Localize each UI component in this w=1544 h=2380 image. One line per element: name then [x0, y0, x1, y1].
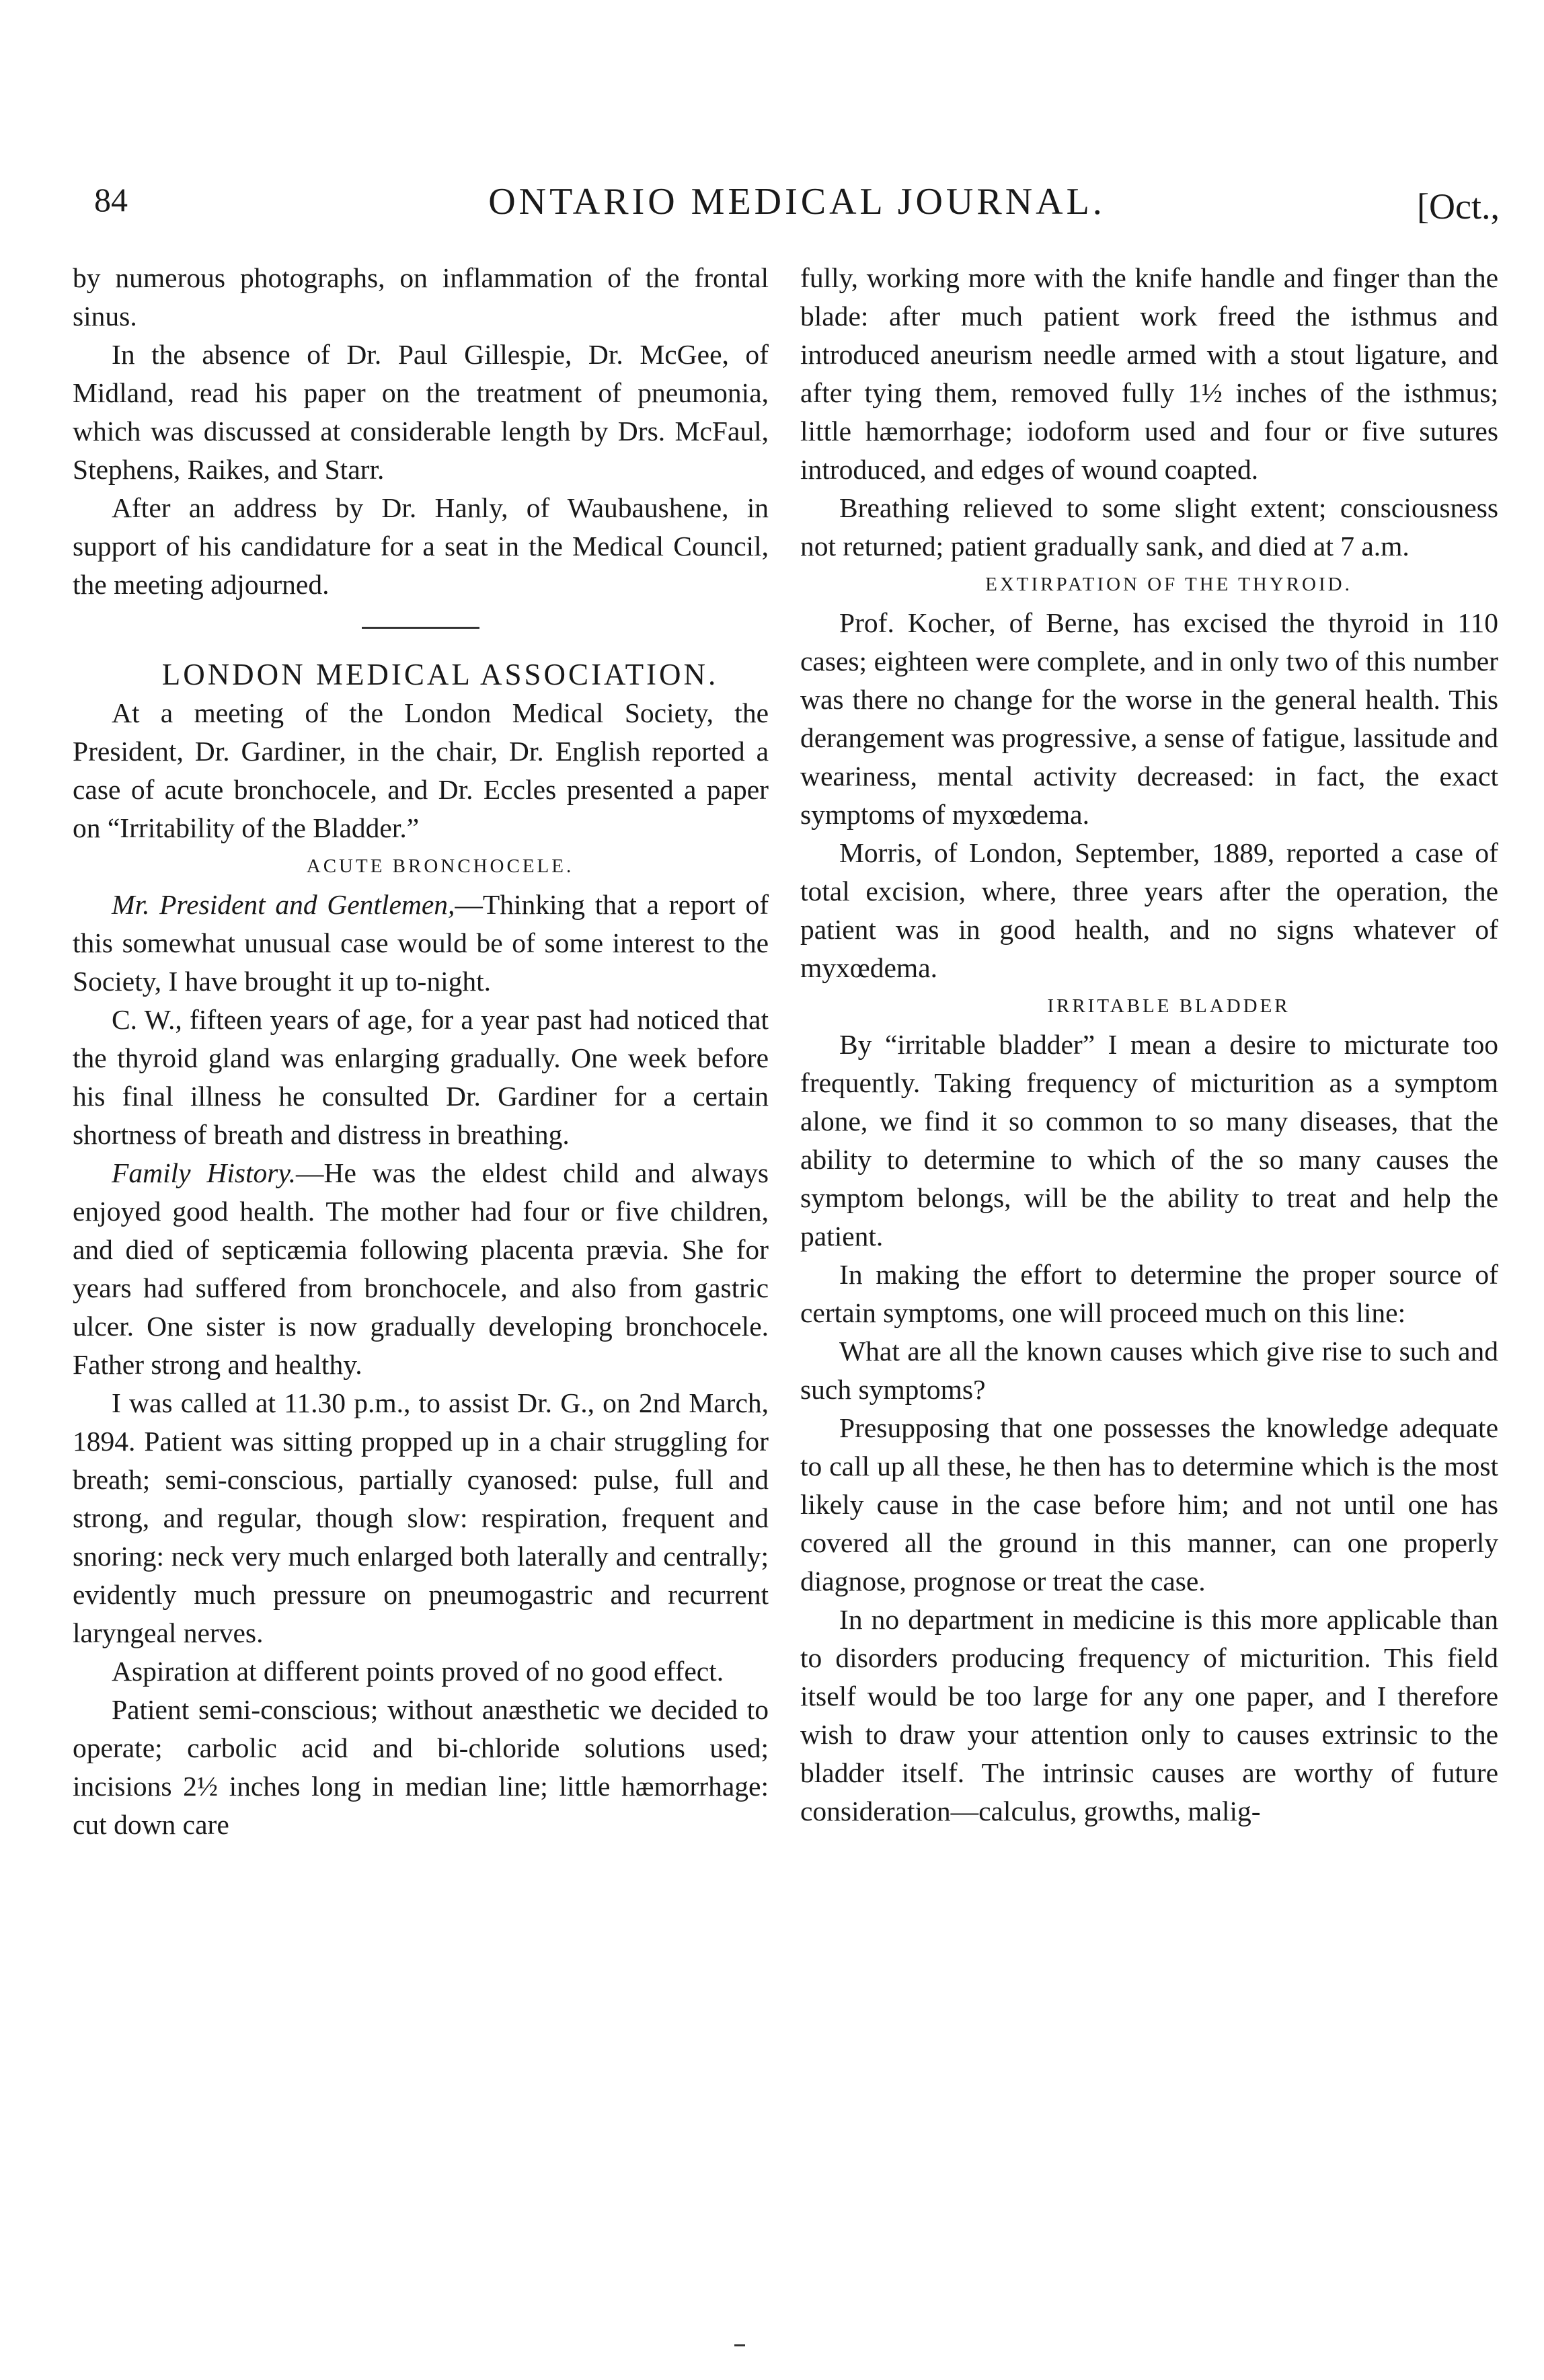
section-divider [362, 627, 479, 629]
paragraph: At a meeting of the London Medical Society, the President, Dr. Gardiner, in the chair, Dr. English reported a case of acute bronchocele, and Dr. Eccles presented a paper on “Irritability of the Bladder.” [73, 697, 769, 843]
paragraph-text: —Thinking that a report of this somewhat unusual case would be of some interest to the Society, I have brought it up to-night. [73, 889, 769, 997]
paragraph: In making the effort to determine the proper source of certain symptoms, one will proceed much on this line: [800, 1259, 1498, 1328]
paragraph: By “irritable bladder” I mean a desire to micturate too frequently. Taking frequency of micturition as a symptom alone, we find it so common to so many diseases, that the ability to determine to which of the so many causes the symptom belongs, will be the ability to treat and help the patient. [800, 1029, 1498, 1252]
subsection-heading: IRRITABLE BLADDER [1047, 995, 1290, 1017]
paragraph: After an address by Dr. Hanly, of Waubaushene, in support of his candidature for a seat in the Medical Council, the meeting adjourned. [73, 492, 769, 600]
paragraph: Aspiration at different points proved of no good effect. [112, 1656, 724, 1687]
subsection-heading: ACUTE BRONCHOCELE. [306, 855, 574, 877]
italic-lead: Family History. [112, 1157, 296, 1188]
paragraph [73, 886, 769, 1001]
paragraph: What are all the known causes which give rise to such and such symptoms? [800, 1336, 1498, 1405]
right-column [800, 259, 1498, 1831]
paragraph [73, 1154, 769, 1384]
left-column [73, 259, 769, 1844]
paragraph: fully, working more with the knife handle and finger than the blade: after much patient work freed the isthmus and introduced aneurism needle armed with a stout ligature, and after tying them, removed fully 1½ inches of the isthmus; little hæmorrhage; iodoform used and four or five sutures introduced, and edges of wound coapted. [800, 262, 1498, 485]
paragraph: by numerous photographs, on inflammation of the frontal sinus. [73, 262, 769, 332]
paragraph: Prof. Kocher, of Berne, has excised the thyroid in 110 cases; eighteen were complete, and in only two of this number was there no change for the worse in the general health. This derangement was progressive, a sense of fatigue, lassitude and weariness, mental activity decreased: in fact, the exact symptoms of myxœdema. [800, 607, 1498, 830]
paragraph: Presupposing that one possesses the knowledge adequate to call up all these, he then has to determine which is the most likely cause in the case before him; and not until one has covered all the ground in this manner, can one properly diagnose, prognose or treat the case. [800, 1412, 1498, 1597]
paragraph-text: —He was the eldest child and always enjoyed good health. The mother had four or five children, and died of septicæmia following placenta prævia. She for years had suffered from bronchocele, and also from gastric ulcer. One sister is now gradually developing bronchocele. Father strong and healthy. [73, 1157, 769, 1380]
paragraph: I was called at 11.30 p.m., to assist Dr. G., on 2nd March, 1894. Patient was sitting propped up in a chair struggling for breath; semi-conscious, partially cyanosed: pulse, full and strong, and regular, though slow: respiration, frequent and snoring: neck very much enlarged both laterally and centrally; evidently much pressure on pneumogastric and recurrent laryngeal nerves. [73, 1387, 769, 1648]
journal-title: ONTARIO MEDICAL JOURNAL. [488, 181, 1106, 223]
issue-date: [Oct., [1417, 186, 1500, 227]
paragraph: C. W., fifteen years of age, for a year past had noticed that the thyroid gland was enlarging gradually. One week before his final illness he consulted Dr. Gardiner for a certain shortness of breath and distress in breathing. [73, 1004, 769, 1150]
section-heading: LONDON MEDICAL ASSOCIATION. [161, 658, 719, 691]
page-header [94, 180, 1500, 241]
print-mark [734, 2344, 745, 2346]
paragraph: In no department in medicine is this more applicable than to disorders producing frequency of micturition. This field itself would be too large for any one paper, and I therefore wish to draw your attention only to causes extrinsic to the bladder itself. The intrinsic causes are worthy of future consideration—calculus, growths, malig- [800, 1604, 1498, 1827]
subsection-heading: EXTIRPATION OF THE THYROID. [985, 574, 1352, 595]
paragraph: In the absence of Dr. Paul Gillespie, Dr. McGee, of Midland, read his paper on the treatment of pneumonia, which was discussed at considerable length by Drs. McFaul, Stephens, Raikes, and Starr. [73, 339, 769, 485]
paragraph: Morris, of London, September, 1889, reported a case of total excision, where, three years after the operation, the patient was in good health, and no signs whatever of myxœdema. [800, 837, 1498, 983]
page-number: 84 [94, 181, 128, 219]
italic-lead: Mr. President and Gentlemen, [112, 889, 455, 920]
paragraph: Patient semi-conscious; without anæsthetic we decided to operate; carbolic acid and bi-chloride solutions used; incisions 2½ inches long in median line; little hæmorrhage: cut down care [73, 1694, 769, 1840]
paragraph: Breathing relieved to some slight extent; consciousness not returned; patient gradually sank, and died at 7 a.m. [800, 492, 1498, 562]
